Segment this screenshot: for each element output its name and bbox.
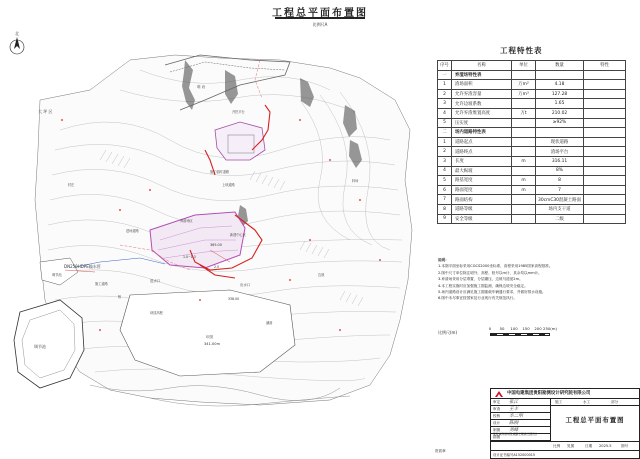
cell-note bbox=[584, 185, 626, 195]
cell-no: 6 bbox=[438, 185, 452, 195]
scale-bar bbox=[490, 333, 550, 336]
cell-unit bbox=[512, 99, 536, 109]
table-row bbox=[438, 118, 626, 128]
cell-no: 2 bbox=[438, 147, 452, 157]
pool-left-label: 调节池 bbox=[52, 273, 62, 277]
cell-note bbox=[584, 99, 626, 109]
scale-tick-label: 250(m) bbox=[543, 326, 557, 331]
cell-qty: 场内支干道 bbox=[536, 204, 584, 214]
role-label: 审定 bbox=[493, 400, 501, 404]
cell-note bbox=[584, 80, 626, 90]
table-row bbox=[438, 185, 626, 195]
slope-label: 边坡 bbox=[318, 273, 325, 277]
table-row bbox=[438, 147, 626, 157]
table-row bbox=[438, 128, 626, 138]
cell-unit bbox=[512, 137, 536, 147]
cell-note bbox=[584, 137, 626, 147]
sub-area-label: 新建中心区 bbox=[230, 233, 246, 237]
cell-no: 7 bbox=[438, 195, 452, 205]
pool-main bbox=[120, 290, 295, 376]
cell-name: 最大纵坡 bbox=[452, 166, 512, 176]
cell-qty: 二级 bbox=[536, 214, 584, 224]
signature-row bbox=[491, 420, 551, 427]
table-row bbox=[438, 176, 626, 186]
north-label: 北 bbox=[15, 31, 19, 36]
table-row bbox=[438, 137, 626, 147]
page-title: 工程总平面布置图 bbox=[272, 8, 368, 19]
table-header-row bbox=[438, 61, 626, 71]
cell-qty: 316.11 bbox=[536, 156, 584, 166]
cell-unit: m bbox=[512, 156, 536, 166]
company-name-text: 中国电建集团贵阳勘测设计研究院有限公司 bbox=[507, 391, 591, 396]
cell-note bbox=[584, 147, 626, 157]
cell-qty: 7 bbox=[536, 185, 584, 195]
cell-name: 路面结构 bbox=[452, 195, 512, 205]
part-label: 水工 bbox=[583, 400, 591, 404]
bridge-label: 桥 bbox=[118, 295, 122, 299]
dam-elev-label: 坝顶高程 bbox=[150, 311, 163, 315]
signature: 张江 bbox=[509, 400, 519, 405]
stage-label: 施工 bbox=[555, 400, 563, 404]
rock-area-label: 堆 岩 bbox=[197, 85, 206, 89]
spoil-area-label: 弃渣场区 bbox=[180, 219, 193, 223]
cell-name: 道路终点 bbox=[452, 147, 512, 157]
role-label: 校核 bbox=[493, 414, 501, 418]
cell-no: 4 bbox=[438, 108, 452, 118]
table-row bbox=[438, 214, 626, 224]
cell-unit bbox=[512, 118, 536, 128]
date-key: 日期 bbox=[585, 444, 593, 448]
intake-label: 进水口 bbox=[150, 279, 161, 283]
cell-unit bbox=[512, 128, 536, 138]
cell-qty: 30cmC30混凝土路面 bbox=[536, 195, 584, 205]
scale-tick-label: 100 bbox=[510, 326, 518, 331]
drawing-info-panel bbox=[551, 399, 639, 441]
cell-no: 8 bbox=[438, 204, 452, 214]
left-region-label: 大 坪 区 bbox=[38, 109, 53, 114]
cell-name: 路基宽度 bbox=[452, 176, 512, 186]
certificate-number: 设计证书编号A152000015 bbox=[491, 450, 639, 458]
cell-name: 道路等级 bbox=[452, 204, 512, 214]
cell-qty: ≥92% bbox=[536, 118, 584, 128]
table-row bbox=[438, 195, 626, 205]
village-label: 村庄 bbox=[68, 183, 75, 187]
qualification-seal-label: 资质章 bbox=[435, 449, 446, 453]
cell-no: 1 bbox=[438, 137, 452, 147]
stage-header bbox=[551, 399, 639, 406]
cell-no: 一 bbox=[438, 70, 452, 80]
cell-no: 3 bbox=[438, 99, 452, 109]
cell-note bbox=[584, 128, 626, 138]
table-row bbox=[438, 80, 626, 90]
cell-note bbox=[584, 195, 626, 205]
cell-unit bbox=[512, 147, 536, 157]
scale-tick-label: 0 bbox=[488, 326, 492, 331]
role-label: 设计 bbox=[493, 421, 501, 425]
road-b-label: 上坝道路 bbox=[222, 183, 235, 187]
cell-qty: 8 bbox=[536, 176, 584, 186]
elevation-mid: 365.00 bbox=[210, 243, 222, 247]
note-item: 5.场内道路设计应满足施工期重载车辆通行要求，并做好排水设施。 bbox=[438, 290, 546, 295]
table-row bbox=[438, 108, 626, 118]
cell-name: 道路起点 bbox=[452, 137, 512, 147]
elevation-a: 1.0~1.3 bbox=[183, 255, 196, 259]
dam-top-label: 坝顶 bbox=[206, 335, 214, 339]
cell-qty bbox=[536, 128, 584, 138]
cell-qty: 1.65 bbox=[536, 99, 584, 109]
title-block bbox=[490, 388, 640, 459]
cell-qty bbox=[536, 70, 584, 80]
cell-note bbox=[584, 70, 626, 80]
cell-no: 5 bbox=[438, 118, 452, 128]
signature: 李二明 bbox=[509, 414, 523, 419]
cell-unit: 万m² bbox=[512, 80, 536, 90]
signature: 王丰 bbox=[509, 407, 519, 412]
cell-unit bbox=[512, 70, 536, 80]
pool-one-label: 调节池 bbox=[34, 344, 46, 349]
role-label: 制图 bbox=[493, 428, 501, 432]
cell-name: 允许弃渣堆置高度 bbox=[452, 108, 512, 118]
elevation-b: 2.5 bbox=[214, 265, 220, 269]
cell-unit bbox=[512, 214, 536, 224]
cell-no: 3 bbox=[438, 156, 452, 166]
cell-no: 9 bbox=[438, 214, 452, 224]
cell-note bbox=[584, 156, 626, 166]
cell-unit bbox=[512, 204, 536, 214]
company-logo-icon bbox=[495, 391, 503, 398]
north-arrow-icon bbox=[10, 37, 24, 54]
number-key: 图号 bbox=[621, 444, 629, 448]
table-row bbox=[438, 99, 626, 109]
col-name: 名称 bbox=[452, 61, 512, 71]
platform-elevation: 338.00 bbox=[228, 297, 240, 301]
signature-row bbox=[491, 399, 551, 406]
cell-note bbox=[584, 89, 626, 99]
road-c-label: 进场道路 bbox=[126, 229, 139, 233]
cell-unit: m bbox=[512, 185, 536, 195]
cell-unit: 万m³ bbox=[512, 89, 536, 99]
cell-name: 渣场面积 bbox=[452, 80, 512, 90]
road-a-label: 施工临时道路 bbox=[210, 170, 230, 174]
signature: 陈刚 bbox=[509, 421, 519, 426]
role-label: 审查 bbox=[493, 407, 501, 411]
sheet-label: 部分 bbox=[611, 400, 619, 404]
cell-no: 5 bbox=[438, 176, 452, 186]
cell-qty: 127.28 bbox=[536, 89, 584, 99]
cell-no: 4 bbox=[438, 166, 452, 176]
cell-name: 路面宽度 bbox=[452, 185, 512, 195]
cell-name: 弃渣场特性表 bbox=[452, 70, 512, 80]
cell-qty: 210.02 bbox=[536, 108, 584, 118]
cell-note bbox=[584, 118, 626, 128]
characteristics-table bbox=[437, 60, 626, 224]
scale-tick-label: 150 bbox=[522, 326, 530, 331]
scale-key: 比例 bbox=[553, 444, 561, 448]
note-item: 6.图中未尽事宜按国家及行业现行有关规范执行。 bbox=[438, 296, 517, 301]
cell-unit bbox=[512, 166, 536, 176]
cell-note bbox=[584, 166, 626, 176]
cell-name: 安全等级 bbox=[452, 214, 512, 224]
cell-note bbox=[584, 204, 626, 214]
upper-platform-boundary bbox=[215, 122, 265, 160]
dam-top-level: 341.00m bbox=[204, 342, 221, 346]
cell-name: 允许边坡系数 bbox=[452, 99, 512, 109]
cell-qty: 4.18 bbox=[536, 80, 584, 90]
cell-no: 2 bbox=[438, 89, 452, 99]
cell-unit: 万t bbox=[512, 108, 536, 118]
project-name: 某区域弃渣场及道路工程施工图设计 bbox=[493, 432, 538, 436]
table-row bbox=[438, 70, 626, 80]
page-subtitle: 比例尺A bbox=[312, 22, 328, 27]
col-no: 序号 bbox=[438, 61, 452, 71]
cell-note bbox=[584, 214, 626, 224]
cell-name: 压实度 bbox=[452, 118, 512, 128]
cell-no: 二 bbox=[438, 128, 452, 138]
scale-label: 比例尺(m) bbox=[438, 330, 458, 335]
cell-name: 允许弃渣容量 bbox=[452, 89, 512, 99]
cell-unit bbox=[512, 195, 536, 205]
date-value: 2025.5 bbox=[599, 444, 612, 448]
cell-note bbox=[584, 176, 626, 186]
pipe-label: DN250HDPE输水管 bbox=[64, 264, 101, 269]
table-row bbox=[438, 166, 626, 176]
scale-value: 见图 bbox=[567, 444, 575, 448]
role-label: 描图 bbox=[493, 435, 501, 439]
large-area-label: 开挖平台 bbox=[232, 110, 245, 114]
table-row bbox=[438, 156, 626, 166]
cell-name: 长度 bbox=[452, 156, 512, 166]
cell-qty: 渣场平台 bbox=[536, 147, 584, 157]
signature-row bbox=[491, 413, 551, 420]
signature: 刘峰 bbox=[509, 428, 519, 433]
outlet-label: 出水口 bbox=[240, 283, 251, 287]
cell-unit: m bbox=[512, 176, 536, 186]
road-left-label: 施工道路 bbox=[95, 282, 108, 286]
note-item: 1.本图平面坐标采用CGCS2000坐标系，高程采用1985国家高程基准。 bbox=[438, 264, 553, 269]
notes-title: 说明： bbox=[438, 258, 449, 262]
characteristics-title: 工程特性表 bbox=[500, 46, 543, 55]
table-row bbox=[438, 204, 626, 214]
col-qty: 数量 bbox=[536, 61, 584, 71]
signature-row bbox=[491, 406, 551, 413]
drawing-meta-row bbox=[491, 441, 639, 450]
note-item: 2.图中尺寸单位除注明外，高程、桩号以m计，其余均以mm计。 bbox=[438, 270, 542, 275]
cell-note bbox=[584, 108, 626, 118]
note-item: 3.弃渣场采用分层堆置、分层碾压，边坡马道宽2m。 bbox=[438, 277, 523, 282]
scale-tick-label: 50 bbox=[499, 326, 505, 331]
note-item: 4.本工程实施时应加强施工期监测，确保边坡安全稳定。 bbox=[438, 283, 528, 288]
table-row bbox=[438, 89, 626, 99]
cell-qty: 现状道路 bbox=[536, 137, 584, 147]
col-unit: 单位 bbox=[512, 61, 536, 71]
store-label: 料场 bbox=[352, 179, 359, 183]
scale-tick-label: 200 bbox=[534, 326, 542, 331]
company-name bbox=[491, 389, 639, 399]
col-note: 特性 bbox=[584, 61, 626, 71]
design-notes bbox=[438, 257, 628, 302]
drawing-title: 工程总平面布置图 bbox=[565, 416, 625, 424]
cell-name: 场内道路特性表 bbox=[452, 128, 512, 138]
cell-no: 1 bbox=[438, 80, 452, 90]
cell-qty: 8% bbox=[536, 166, 584, 176]
culvert-label: 涵洞 bbox=[266, 321, 273, 325]
